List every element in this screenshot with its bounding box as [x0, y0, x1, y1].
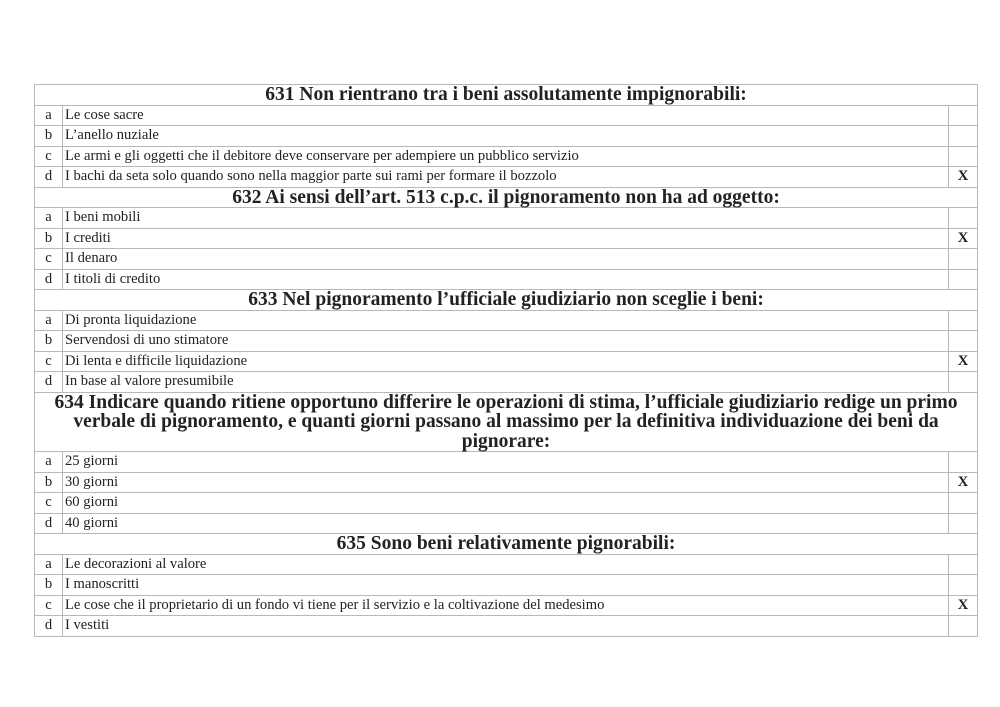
option-text: In base al valore presumibile: [63, 372, 949, 393]
correct-mark: X: [949, 595, 978, 616]
answer-row: [35, 472, 978, 493]
question-title: 631 Non rientrano tra i beni assolutamente impignorabili:: [35, 85, 978, 106]
answer-row: [35, 126, 978, 147]
question-title: 634 Indicare quando ritiene opportuno differire le operazioni di stima, l’ufficiale giudiziario redige un primo verbale di pignoramento, e quanti giorni passano al massimo per la definitiva individuazione dei beni da pignorare:: [35, 392, 978, 452]
option-letter: c: [35, 249, 63, 270]
option-letter: c: [35, 351, 63, 372]
correct-mark: [949, 452, 978, 473]
option-letter: a: [35, 452, 63, 473]
answer-row: [35, 554, 978, 575]
option-letter: d: [35, 372, 63, 393]
question-row: [35, 85, 978, 106]
answer-row: [35, 575, 978, 596]
option-text: I bachi da seta solo quando sono nella maggior parte sui rami per formare il bozzolo: [63, 167, 949, 188]
correct-mark: [949, 146, 978, 167]
question-title: 632 Ai sensi dell’art. 513 c.p.c. il pignoramento non ha ad oggetto:: [35, 187, 978, 208]
correct-mark: [949, 575, 978, 596]
answer-row: [35, 208, 978, 229]
option-letter: b: [35, 126, 63, 147]
question-row: [35, 290, 978, 311]
option-text: L’anello nuziale: [63, 126, 949, 147]
answer-row: [35, 146, 978, 167]
question-title: 633 Nel pignoramento l’ufficiale giudiziario non sceglie i beni:: [35, 290, 978, 311]
answer-row: [35, 167, 978, 188]
answer-row: [35, 513, 978, 534]
answer-row: [35, 616, 978, 637]
correct-mark: [949, 249, 978, 270]
option-text: 25 giorni: [63, 452, 949, 473]
correct-mark: X: [949, 167, 978, 188]
quiz-table: [34, 84, 978, 637]
option-letter: b: [35, 228, 63, 249]
option-letter: b: [35, 472, 63, 493]
correct-mark: [949, 310, 978, 331]
option-text: 60 giorni: [63, 493, 949, 514]
correct-mark: X: [949, 351, 978, 372]
question-row: [35, 187, 978, 208]
quiz-body: [35, 85, 978, 637]
option-letter: d: [35, 167, 63, 188]
option-text: Le decorazioni al valore: [63, 554, 949, 575]
option-text: Le cose sacre: [63, 105, 949, 126]
option-letter: c: [35, 146, 63, 167]
answer-row: [35, 228, 978, 249]
correct-mark: [949, 493, 978, 514]
answer-row: [35, 249, 978, 270]
answer-row: [35, 595, 978, 616]
option-text: 30 giorni: [63, 472, 949, 493]
option-letter: a: [35, 105, 63, 126]
option-text: Di pronta liquidazione: [63, 310, 949, 331]
answer-row: [35, 452, 978, 473]
option-text: I vestiti: [63, 616, 949, 637]
option-letter: b: [35, 331, 63, 352]
option-letter: c: [35, 493, 63, 514]
question-title: 635 Sono beni relativamente pignorabili:: [35, 534, 978, 555]
option-text: Le cose che il proprietario di un fondo vi tiene per il servizio e la coltivazione del medesimo: [63, 595, 949, 616]
option-letter: b: [35, 575, 63, 596]
option-letter: c: [35, 595, 63, 616]
answer-row: [35, 331, 978, 352]
option-text: Servendosi di uno stimatore: [63, 331, 949, 352]
option-letter: d: [35, 513, 63, 534]
option-text: Di lenta e difficile liquidazione: [63, 351, 949, 372]
option-text: I crediti: [63, 228, 949, 249]
answer-row: [35, 493, 978, 514]
answer-row: [35, 269, 978, 290]
correct-mark: X: [949, 228, 978, 249]
correct-mark: [949, 372, 978, 393]
option-text: Il denaro: [63, 249, 949, 270]
correct-mark: [949, 616, 978, 637]
correct-mark: [949, 331, 978, 352]
correct-mark: [949, 126, 978, 147]
question-row: [35, 392, 978, 452]
option-text: I beni mobili: [63, 208, 949, 229]
correct-mark: [949, 269, 978, 290]
option-letter: d: [35, 269, 63, 290]
option-text: Le armi e gli oggetti che il debitore deve conservare per adempiere un pubblico servizio: [63, 146, 949, 167]
correct-mark: X: [949, 472, 978, 493]
option-text: I titoli di credito: [63, 269, 949, 290]
answer-row: [35, 351, 978, 372]
correct-mark: [949, 208, 978, 229]
option-text: 40 giorni: [63, 513, 949, 534]
question-row: [35, 534, 978, 555]
option-letter: a: [35, 310, 63, 331]
correct-mark: [949, 105, 978, 126]
option-letter: d: [35, 616, 63, 637]
option-letter: a: [35, 554, 63, 575]
correct-mark: [949, 554, 978, 575]
option-text: I manoscritti: [63, 575, 949, 596]
answer-row: [35, 310, 978, 331]
correct-mark: [949, 513, 978, 534]
option-letter: a: [35, 208, 63, 229]
answer-row: [35, 105, 978, 126]
answer-row: [35, 372, 978, 393]
